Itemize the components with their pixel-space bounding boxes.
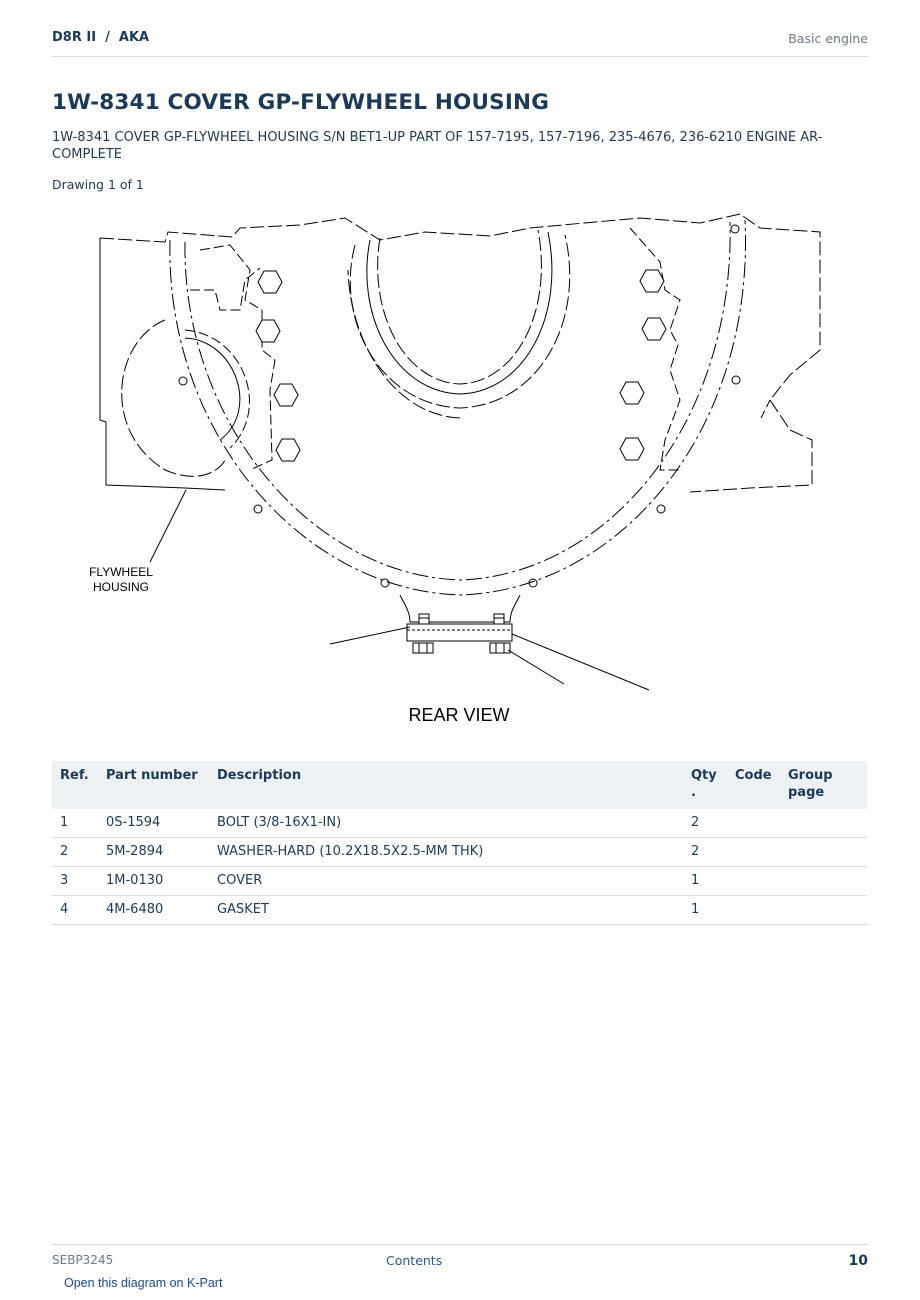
cell-code xyxy=(727,838,780,867)
cell-qty: 2 xyxy=(683,809,727,838)
parts-table xyxy=(52,761,867,925)
table-row xyxy=(52,896,867,925)
cell-ref: 4 xyxy=(52,896,98,925)
page-subtitle: 1W-8341 COVER GP-FLYWHEEL HOUSING S/N BET1-UP PART OF 157-7195, 157-7196, 235-4676, 236-6210 ENGINE AR-COMPLETE xyxy=(52,130,823,162)
cell-qty: 2 xyxy=(683,838,727,867)
cell-ref: 2 xyxy=(52,838,98,867)
left-pocket xyxy=(122,320,225,476)
section-label: Basic engine xyxy=(788,31,868,46)
header-group-page: Group page xyxy=(780,761,867,809)
cell-qty: 1 xyxy=(683,896,727,925)
header-qty: Qty . xyxy=(683,761,727,809)
table-row xyxy=(52,838,867,867)
table-row xyxy=(52,809,867,838)
cell-description: WASHER-HARD (10.2X18.5X2.5-MM THK) xyxy=(209,838,683,867)
cell-qty: 1 xyxy=(683,867,727,896)
cover xyxy=(407,624,512,641)
page-footer xyxy=(52,1244,868,1275)
housing-outline xyxy=(100,214,820,492)
callout-label-line1: FLYWHEEL xyxy=(89,565,153,579)
page-header xyxy=(52,28,868,57)
cell-ref: 3 xyxy=(52,867,98,896)
drawing-label: Drawing 1 of 1 xyxy=(52,177,144,192)
cell-part-number: 0S-1594 xyxy=(98,809,209,838)
contents-link[interactable]: Contents xyxy=(386,1253,443,1268)
cell-code xyxy=(727,867,780,896)
cell-group-page xyxy=(780,867,867,896)
table-row xyxy=(52,867,867,896)
document-id: SEBP3245 xyxy=(52,1253,114,1267)
table-header-row xyxy=(52,761,867,809)
upper-bore xyxy=(350,235,569,408)
header-part-number: Part number xyxy=(98,761,209,809)
cell-group-page xyxy=(780,896,867,925)
callout-label-line2: HOUSING xyxy=(92,580,150,594)
cell-code xyxy=(727,809,780,838)
page-number: 10 xyxy=(848,1253,868,1269)
cell-description: COVER xyxy=(209,867,683,896)
cell-part-number: 4M-6480 xyxy=(98,896,209,925)
cell-group-page xyxy=(780,809,867,838)
header-code: Code xyxy=(727,761,780,809)
header-description: Description xyxy=(209,761,683,809)
page-title: 1W-8341 COVER GP-FLYWHEEL HOUSING xyxy=(52,90,550,115)
breadcrumb: D8R II / AKA xyxy=(52,30,150,45)
header-ref: Ref. xyxy=(52,761,98,809)
flywheel-housing-diagram xyxy=(52,205,868,740)
cell-part-number: 1M-0130 xyxy=(98,867,209,896)
view-label: REAR VIEW xyxy=(408,705,510,725)
cell-part-number: 5M-2894 xyxy=(98,838,209,867)
cell-code xyxy=(727,896,780,925)
cell-description: GASKET xyxy=(209,896,683,925)
open-k-part-link[interactable]: Open this diagram on K-Part xyxy=(64,1276,223,1290)
cell-ref: 1 xyxy=(52,809,98,838)
cell-description: BOLT (3/8-16X1-IN) xyxy=(209,809,683,838)
cell-group-page xyxy=(780,838,867,867)
